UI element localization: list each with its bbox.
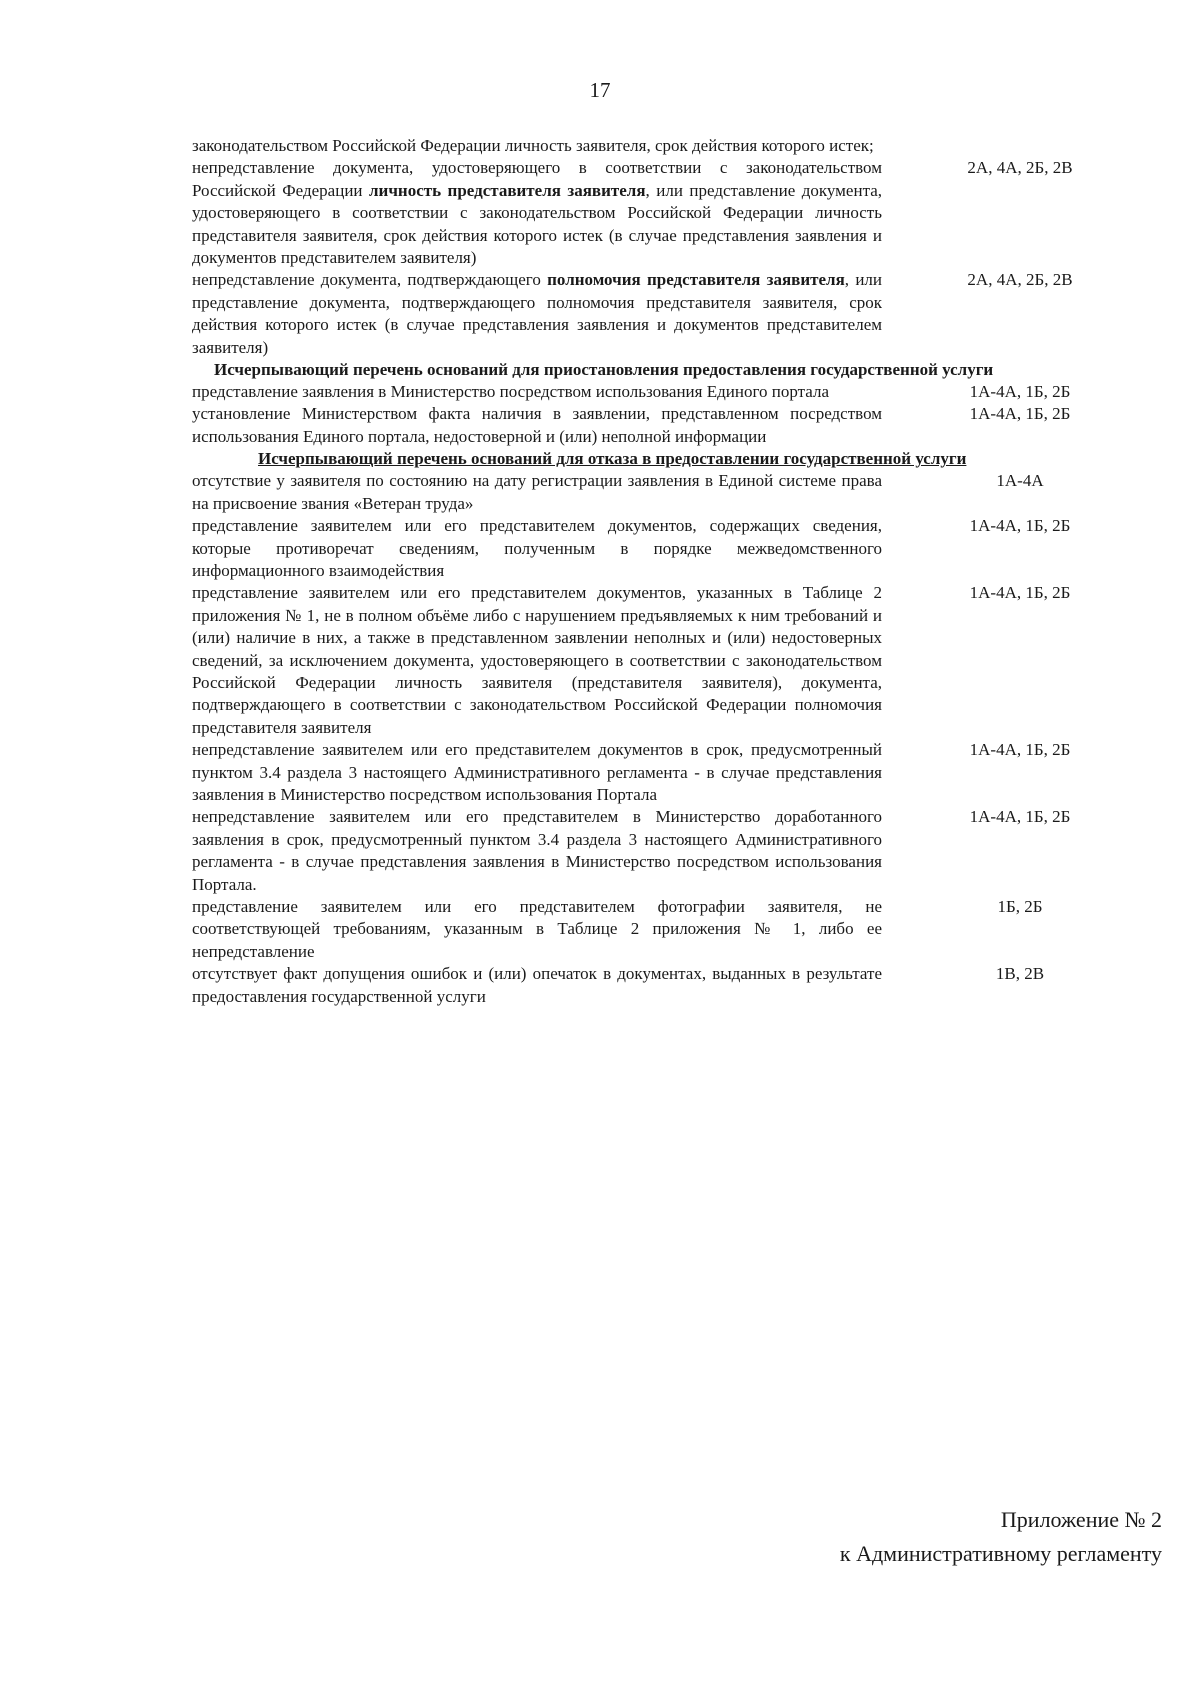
applicant-category-codes: 1А-4А, 1Б, 2Б — [969, 740, 1071, 760]
ground-row — [192, 806, 1152, 896]
ground-text-emphasis: личность представителя заявителя — [369, 180, 646, 200]
ground-row — [192, 582, 1152, 739]
ground-text — [192, 806, 882, 896]
ground-row — [192, 403, 1152, 448]
grounds-group-suspension — [192, 381, 1152, 448]
ground-text-segment: представление заявителем или его представителем документов, указанных в Таблице 2 приложения № 1, не в полном объёме либо с нарушением предъявляемых к ним требований и (или) наличие в них, а также в представленном заявлении неполных и (или) недостоверных сведений, за исключением документа, удостоверяющего в соответствии с законодательством Российской Федерации личность заявителя (представителя заявителя), документа, подтверждающего в соответствии с законодательством Российской Федерации полномочия представителя заявителя — [192, 583, 882, 737]
ground-text-segment: законодательством Российской Федерации личность заявителя, срок действия которого истек; — [192, 136, 874, 155]
page-number: 17 — [589, 78, 611, 102]
ground-row — [192, 963, 1152, 1008]
heading-suspension: Исчерпывающий перечень оснований для приостановления предоставления государственной услуги — [214, 360, 994, 380]
ground-text — [192, 135, 882, 157]
ground-text — [192, 739, 882, 806]
ground-text-emphasis: полномочия представителя заявителя — [547, 270, 845, 290]
ground-text — [192, 963, 882, 1008]
applicant-category-codes: 2А, 4А, 2Б, 2В — [967, 270, 1073, 290]
applicant-category-codes: 1Б, 2Б — [997, 897, 1043, 916]
appendix-number: Приложение № 2 — [1000, 1507, 1162, 1532]
grounds-table — [192, 135, 1152, 1008]
appendix-reference: к Административному регламенту — [839, 1541, 1162, 1566]
ground-row — [192, 896, 1152, 963]
grounds-group-documents — [192, 135, 1152, 359]
ground-text-segment: , или представление документа, удостоверяющего в соответствии с законодательством Российской Федерации личность представителя заявителя, срок действия которого истек (в случае представления заявления и документов представителем заявителя) — [192, 180, 883, 268]
ground-text-segment: непредставление документа, подтверждающего — [192, 270, 548, 290]
ground-text-segment: , или представление документа, подтверждающего полномочия представителя заявителя, срок действия которого истек (в случае представления заявления и документов представителем заявителя) — [192, 270, 882, 357]
ground-row — [192, 515, 1152, 582]
ground-row — [192, 470, 1152, 515]
ground-text-segment: непредставление заявителем или его представителем документов в срок, предусмотренный пунктом 3.4 раздела 3 настоящего Административного регламента - в случае представления заявления в Министерство посредством использования Портала — [192, 740, 882, 804]
ground-text — [192, 157, 882, 269]
ground-row — [192, 135, 1152, 157]
applicant-category-codes: 1А-4А, 1Б, 2Б — [969, 404, 1071, 424]
ground-text — [192, 470, 882, 515]
applicant-category-codes: 1А-4А, 1Б, 2Б — [969, 583, 1071, 603]
ground-text-segment: непредставление документа, удостоверяющего в соответствии с законодательством Российской Федерации — [192, 158, 882, 200]
ground-text — [192, 515, 882, 582]
ground-text — [192, 269, 882, 359]
ground-row — [192, 157, 1152, 269]
ground-text — [192, 896, 882, 963]
applicant-category-codes: 1А-4А, 1Б, 2Б — [969, 382, 1071, 402]
ground-text — [192, 403, 882, 448]
ground-text-segment: непредставление заявителем или его представителем в Министерство доработанного заявления в срок, предусмотренный пунктом 3.4 раздела 3 настоящего Административного регламента - в случае представления заявления в Министерство посредством использования Портала. — [192, 807, 882, 894]
applicant-category-codes: 2А, 4А, 2Б, 2В — [967, 158, 1073, 178]
ground-row — [192, 739, 1152, 806]
ground-text-segment: представление заявителем или его представителем фотографии заявителя, не соответствующей требованиям, указанным в Таблице 2 приложения № 1, либо ее непредставление — [192, 897, 882, 961]
ground-text-segment: установление Министерством факта наличия в заявлении, представленном посредством использования Единого портала, недостоверной и (или) неполной информации — [192, 404, 882, 446]
ground-text-segment: отсутствует факт допущения ошибок и (или) опечаток в документах, выданных в результате предоставления государственной услуги — [192, 964, 882, 1006]
ground-row — [192, 381, 1152, 403]
applicant-category-codes: 1В, 2В — [995, 964, 1045, 984]
applicant-category-codes: 1А-4А, 1Б, 2Б — [969, 516, 1071, 536]
appendix-caption — [840, 1503, 1162, 1571]
heading-refusal: Исчерпывающий перечень оснований для отказа в предоставлении государственной услуги — [258, 449, 967, 469]
ground-text-segment: отсутствие у заявителя по состоянию на дату регистрации заявления в Единой системе права на присвоение звания «Ветеран труда» — [192, 471, 882, 513]
grounds-group-refusal — [192, 470, 1152, 1008]
ground-text-segment: представление заявителем или его представителем документов, содержащих сведения, которые противоречат сведениям, полученным в порядке межведомственного информационного взаимодействия — [192, 516, 882, 580]
applicant-category-codes: 1А-4А, 1Б, 2Б — [969, 807, 1071, 827]
ground-row — [192, 269, 1152, 359]
applicant-category-codes: 1А-4А — [996, 471, 1044, 491]
ground-text — [192, 381, 882, 403]
ground-text-segment: представление заявления в Министерство посредством использования Единого портала — [192, 382, 829, 402]
ground-text — [192, 582, 882, 739]
